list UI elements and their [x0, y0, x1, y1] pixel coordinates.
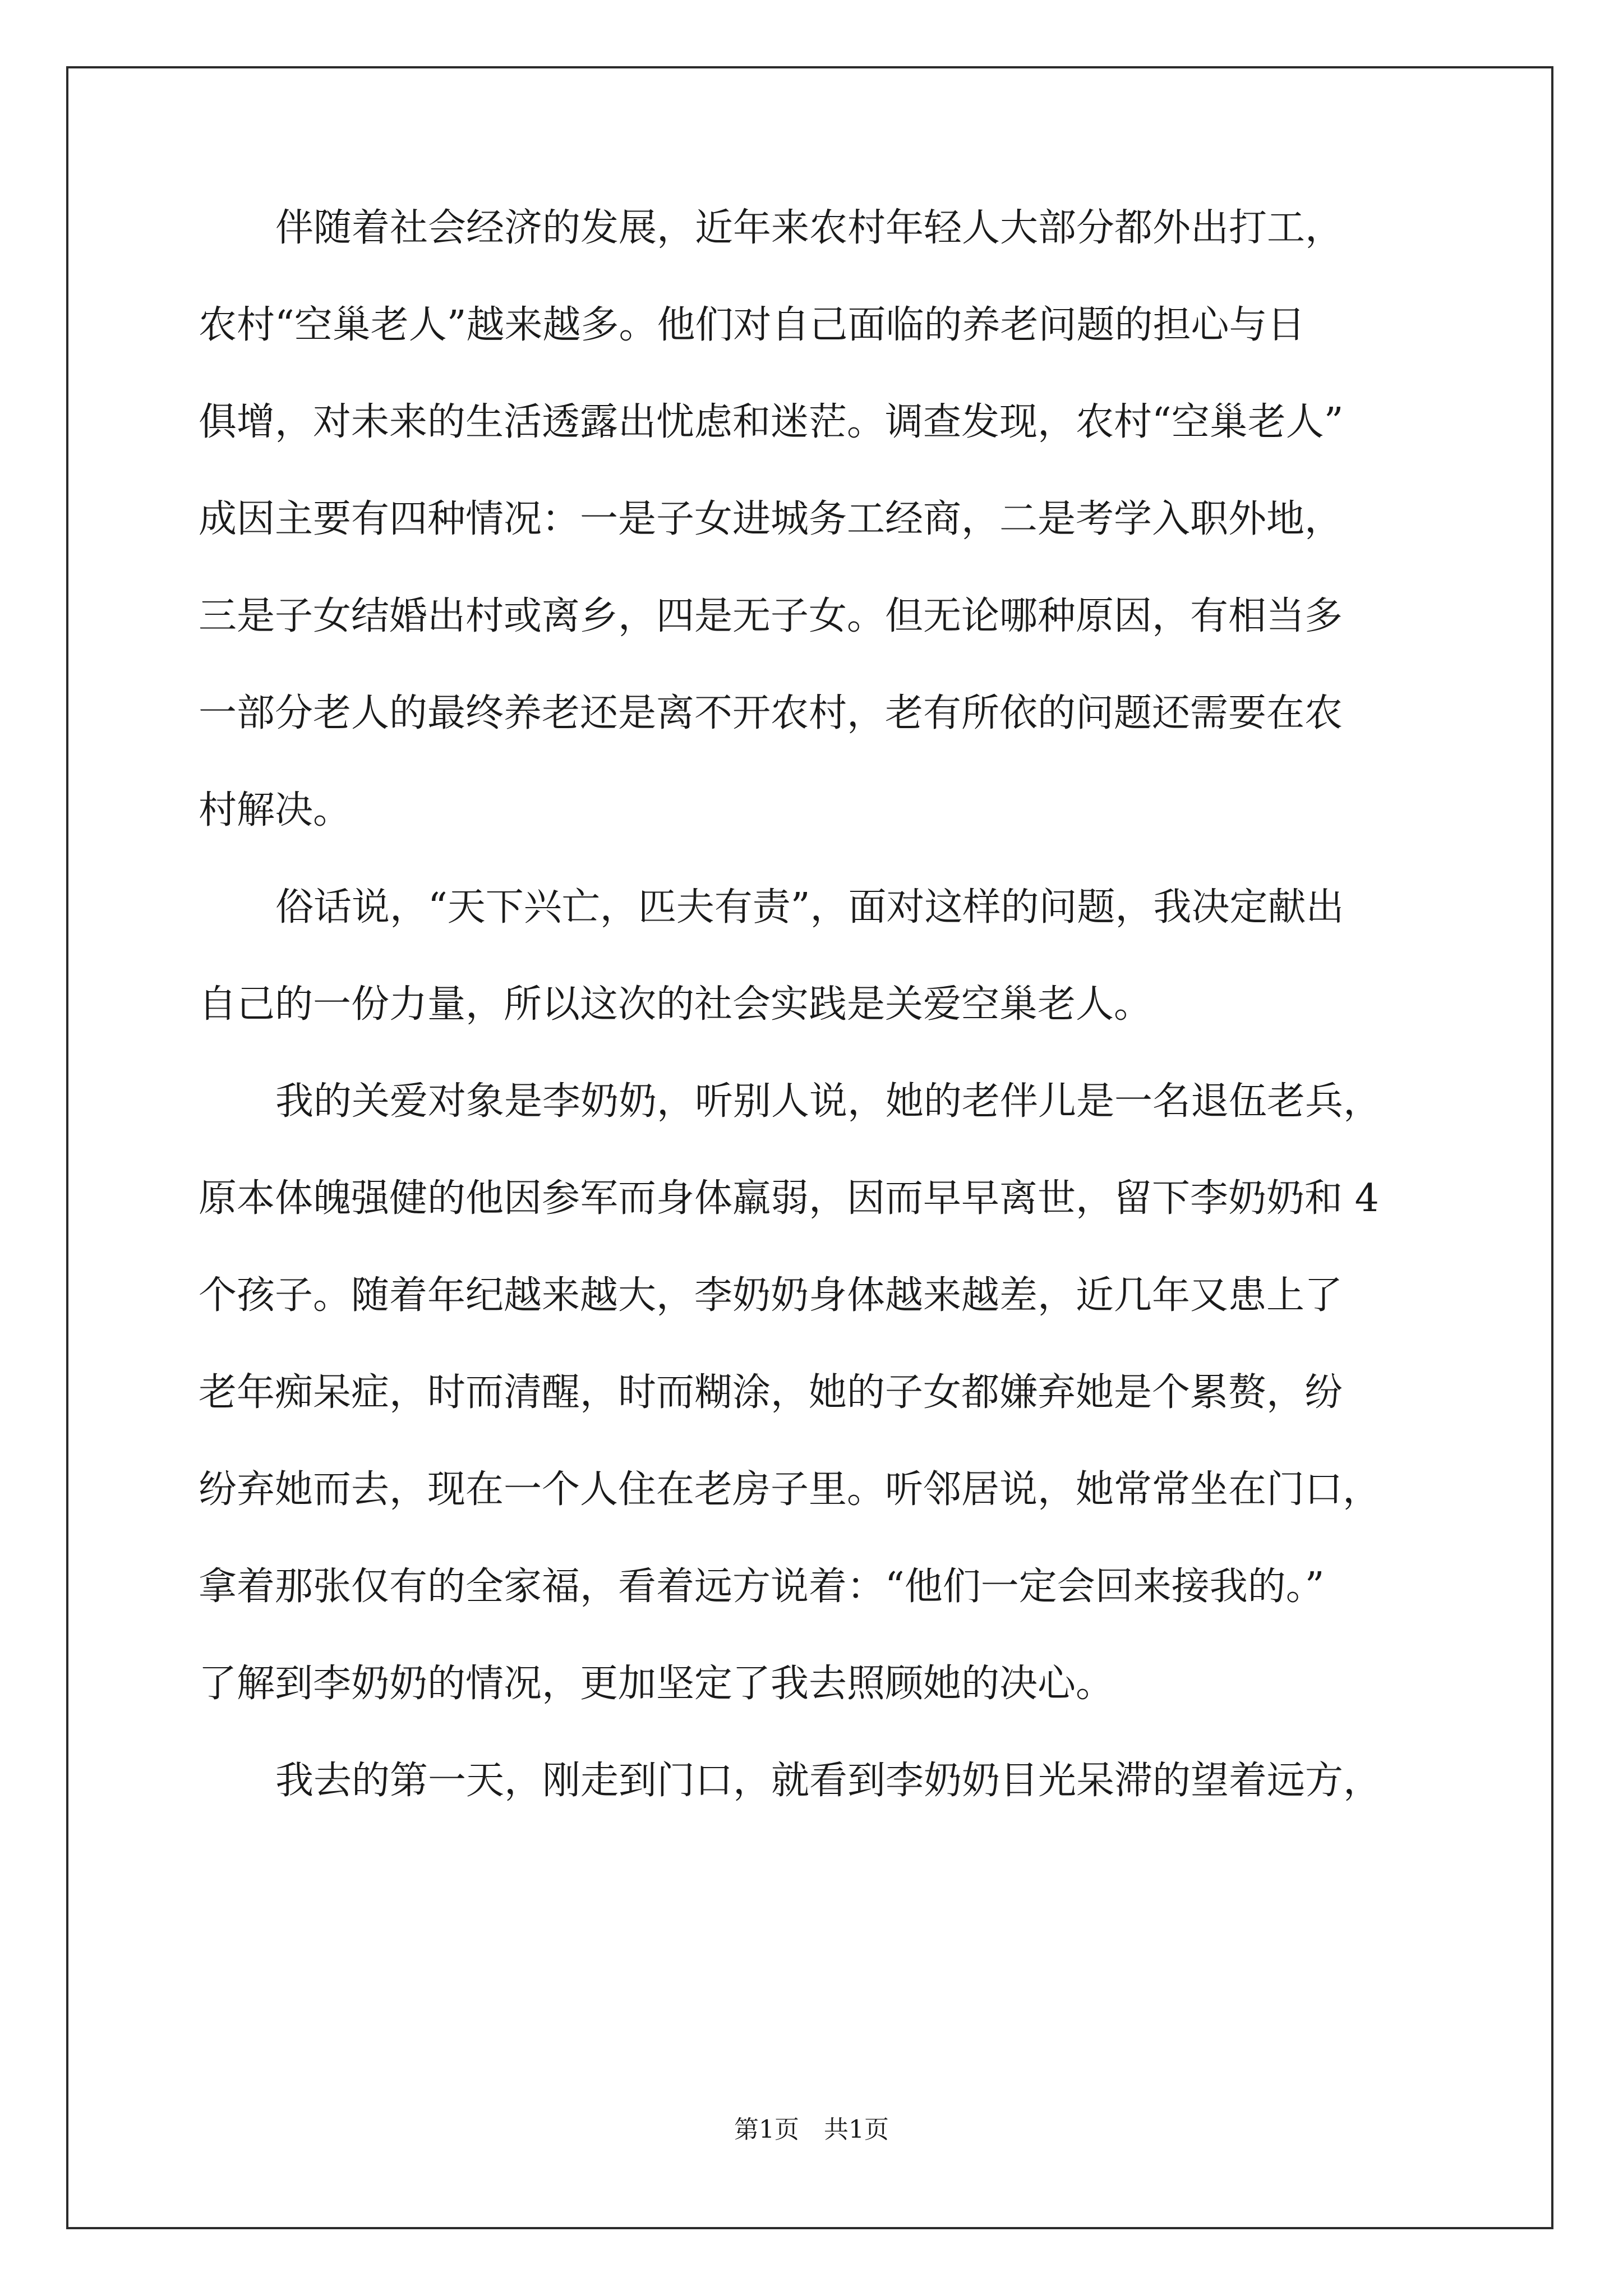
text-line: 老年痴呆症，时而清醒，时而糊涂，她的子女都嫌弃她是个累赘，纷: [199, 1370, 1343, 1415]
text-line: 个孩子。随着年纪越来越大，李奶奶身体越来越差，近几年又患上了: [199, 1273, 1343, 1318]
document-body: [199, 200, 1432, 1850]
text-line: 拿着那张仅有的全家福，看着远方说着：“他们一定会回来接我的。”: [199, 1565, 1325, 1609]
text-line: 俗话说，“天下兴亡，匹夫有责”，面对这样的问题，我决定献出: [275, 885, 1344, 930]
text-line: 自己的一份力量，所以这次的社会实践是关爱空巢老人。: [199, 982, 1152, 1027]
text-line: 了解到李奶奶的情况，更加坚定了我去照顾她的决心。: [199, 1662, 1114, 1706]
text-line: 原本体魄强健的他因参军而身体羸弱，因而早早离世，留下李奶奶和 4: [199, 1176, 1379, 1221]
text-line: 伴随着社会经济的发展，近年来农村年轻人大部分都外出打工，: [275, 206, 1344, 250]
text-line: 三是子女结婚出村或离乡，四是无子女。但无论哪种原因，有相当多: [199, 594, 1343, 638]
text-line: 俱增，对未来的生活透露出忧虑和迷茫。调查发现，农村“空巢老人”: [199, 400, 1344, 444]
text-line: 我去的第一天，刚走到门口，就看到李奶奶目光呆滞的望着远方，: [275, 1759, 1382, 1803]
text-line: 成因主要有四种情况：一是子女进城务工经商，二是考学入职外地，: [199, 497, 1343, 541]
text-line: 纷弃她而去，现在一个人住在老房子里。听邻居说，她常常坐在门口，: [199, 1467, 1381, 1512]
page-number-total: 共1页: [824, 2115, 889, 2144]
page-number-current: 第1页: [734, 2115, 799, 2144]
text-line: 村解决。: [199, 788, 352, 832]
text-line: 一部分老人的最终养老还是离不开农村，老有所依的问题还需要在农: [199, 691, 1343, 735]
text-line: 我的关爱对象是李奶奶，听别人说，她的老伴儿是一名退伍老兵，: [275, 1079, 1382, 1124]
text-line: 农村“空巢老人”越来越多。他们对自己面临的养老问题的担心与日: [199, 303, 1306, 347]
page-footer: [0, 2109, 1623, 2145]
